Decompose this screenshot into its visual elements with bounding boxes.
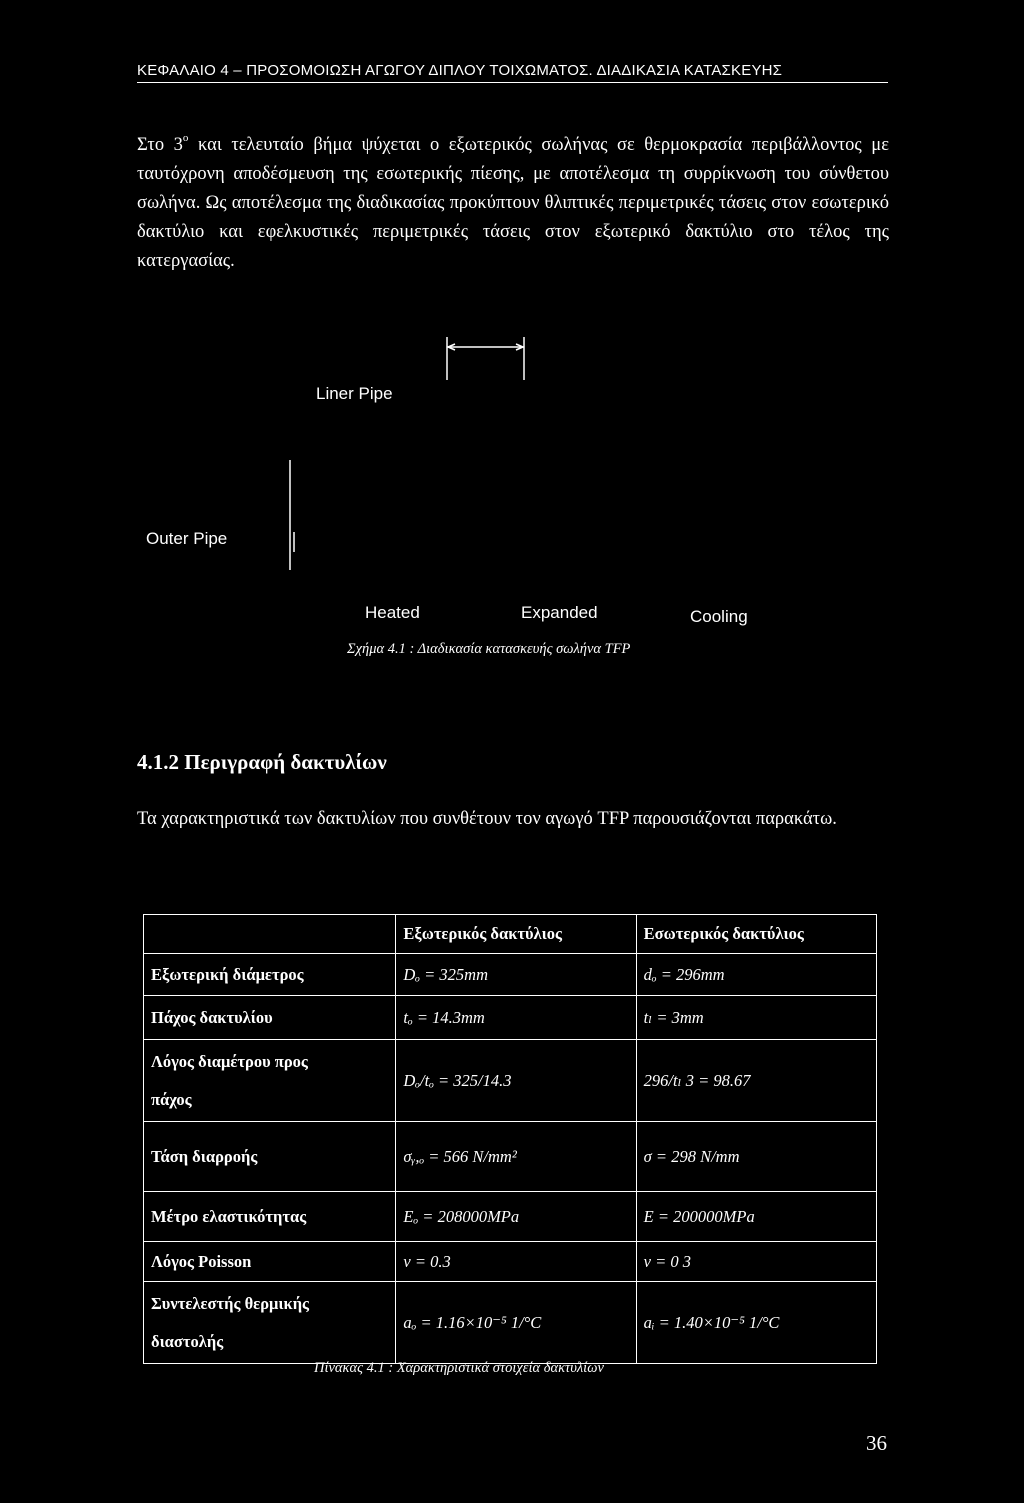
step-cooling-label: Cooling <box>690 607 748 626</box>
outer-value: aₒ = 1.16×10⁻⁵ 1/°C <box>396 1282 636 1364</box>
outer-value: Eₒ = 208000MPa <box>396 1192 636 1242</box>
row-label: Λόγος Poisson <box>144 1242 396 1282</box>
table-row <box>144 954 877 996</box>
step-heated-label: Heated <box>365 603 420 622</box>
inner-value: E = 200000MPa <box>636 1192 876 1242</box>
table-row <box>144 1282 877 1364</box>
row-label: Τάση διαρροής <box>144 1122 396 1192</box>
figure-caption: Σχήμα 4.1 : Διαδικασία κατασκευής σωλήνα TFP <box>347 641 631 657</box>
row-label: Πάχος δακτυλίου <box>144 996 396 1040</box>
row-label: Συντελεστής θερμικής διαστολής <box>144 1282 396 1364</box>
step-expanded-label: Expanded <box>521 603 598 622</box>
table-header-inner: Εσωτερικός δακτύλιος <box>636 915 876 954</box>
inner-value: σ = 298 N/mm <box>636 1122 876 1192</box>
running-header: ΚΕΦΑΛΑΙΟ 4 – ΠΡΟΣΟΜΟΙΩΣΗ ΑΓΩΓΟΥ ΔΙΠΛΟΥ ΤΟΙΧΩΜΑΤΟΣ. ΔΙΑΔΙΚΑΣΙΑ ΚΑΤΑΣΚΕΥΗΣ <box>137 62 888 83</box>
ordinal-superscript: ο <box>182 132 189 144</box>
table-row <box>144 1192 877 1242</box>
table-caption: Πίνακας 4.1 : Χαρακτηριστικά στοιχεία δακτυλίων <box>314 1360 604 1376</box>
row-label: Μέτρο ελαστικότητας <box>144 1192 396 1242</box>
table-header-outer: Εξωτερικός δακτύλιος <box>396 915 636 954</box>
outer-pipe-label: Outer Pipe <box>146 529 228 548</box>
liner-pipe-label: Liner Pipe <box>316 384 393 403</box>
inner-value: tₗ = 3mm <box>636 996 876 1040</box>
outer-value: v = 0.3 <box>396 1242 636 1282</box>
outer-value: tₒ = 14.3mm <box>396 996 636 1040</box>
row-label: Εξωτερική διάμετρος <box>144 954 396 996</box>
section-intro-text: Τα χαρακτηριστικά των δακτυλίων που συνθέτουν τον αγωγό TFP παρουσιάζονται παρακάτω. <box>137 809 837 829</box>
outer-value: Dₒ = 325mm <box>396 954 636 996</box>
table-row <box>144 996 877 1040</box>
table-row <box>144 1122 877 1192</box>
outer-value: σᵧ,ₒ = 566 N/mm² <box>396 1122 636 1192</box>
inner-value: dₒ = 296mm <box>636 954 876 996</box>
rings-table <box>143 914 877 1364</box>
table-row <box>144 1242 877 1282</box>
row-label: Λόγος διαμέτρου προς πάχος <box>144 1040 396 1122</box>
paragraph-text-b: και τελευταίο βήμα ψύχεται ο εξωτερικός σωλήνας σε θερμοκρασία περιβάλλοντος με ταυτόχρονη αποδέσμευση της εσωτερικής πίεσης, με αποτέλεσμα τη συρρίκνωση του σύνθετου σωλήνα. Ως αποτέλεσμα της διαδικασίας προκύπτουν θλιπτικές περιμετρικές τάσεις στον εσωτερικό δακτύλιο και εφελκυστικές περιμετρικές τάσεις στον εξωτερικό δακτύλιο στο τέλος της κατεργασίας. <box>137 135 889 271</box>
table-row <box>144 1040 877 1122</box>
table-header-row <box>144 915 877 954</box>
page-number: 36 <box>866 1431 887 1455</box>
inner-value: v = 0 3 <box>636 1242 876 1282</box>
section-intro-paragraph <box>137 803 889 835</box>
table-header-cell-empty <box>144 915 396 954</box>
section-title: 4.1.2 Περιγραφή δακτυλίων <box>137 750 387 774</box>
inner-value: aᵢ = 1.40×10⁻⁵ 1/°C <box>636 1282 876 1364</box>
paragraph-text-a: Στο 3 <box>137 135 183 155</box>
inner-value: 296/tₗ 3 = 98.67 <box>636 1040 876 1122</box>
outer-value: Dₒ/tₒ = 325/14.3 <box>396 1040 636 1122</box>
